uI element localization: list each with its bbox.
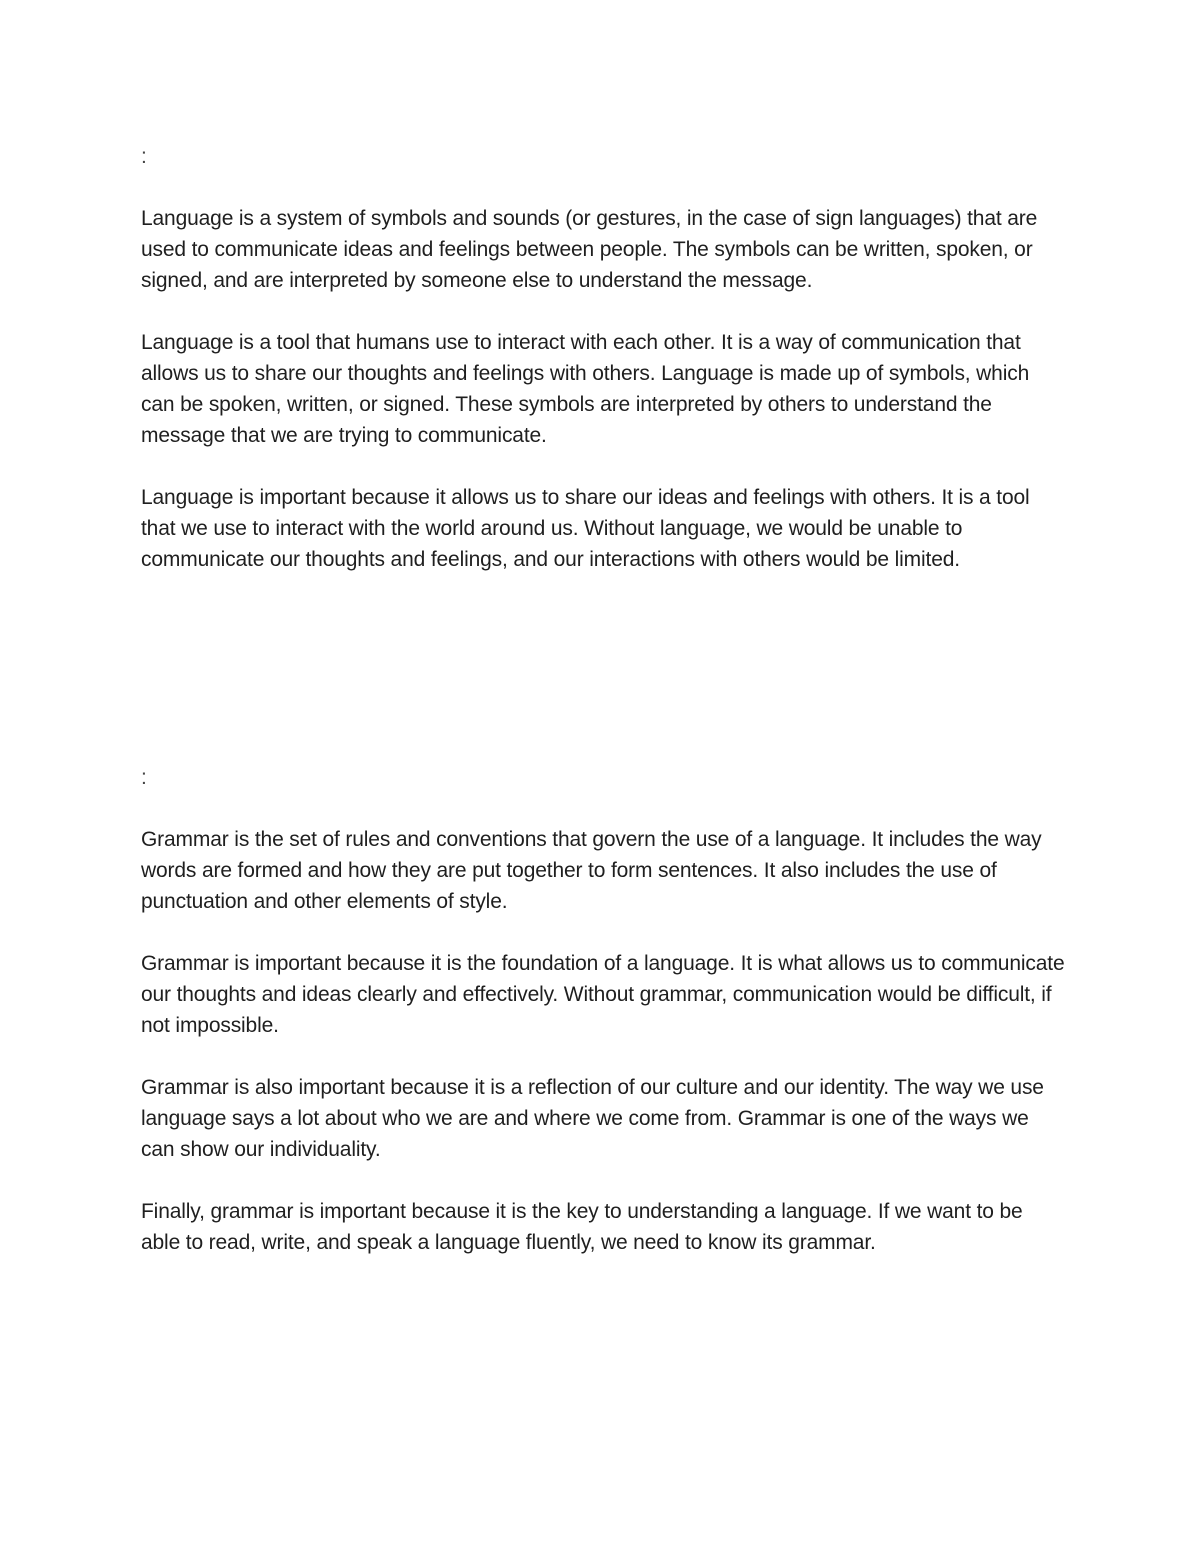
spacer — [141, 296, 1066, 327]
section-language — [141, 141, 1066, 575]
spacer — [141, 917, 1066, 948]
section-grammar — [141, 762, 1066, 1258]
section-heading: : — [141, 766, 147, 789]
paragraph: Language is important because it allows us to share our ideas and feelings with others. It is a tool that we use to interact with the world around us. Without language, we would be unable to communicate our thoughts and feelings, and our interactions with others would be limited. — [141, 486, 1030, 571]
paragraph: Grammar is important because it is the foundation of a language. It is what allows us to communicate our thoughts and ideas clearly and effectively. Without grammar, communication would be difficult, if not impossible. — [141, 952, 1065, 1037]
spacer — [141, 1041, 1066, 1072]
section-heading: : — [141, 145, 147, 168]
spacer — [141, 451, 1066, 482]
paragraph: Grammar is also important because it is a reflection of our culture and our identity. The way we use language says a lot about who we are and where we come from. Grammar is one of the ways we can show our individuality. — [141, 1076, 1044, 1161]
paragraph: Language is a system of symbols and sounds (or gestures, in the case of sign languages) that are used to communicate ideas and feelings between people. The symbols can be written, spoken, or signed, and are interpreted by someone else to understand the message. — [141, 207, 1038, 292]
spacer — [141, 1165, 1066, 1196]
paragraph: Language is a tool that humans use to interact with each other. It is a way of communication that allows us to share our thoughts and feelings with others. Language is made up of symbols, which can be spoken, written, or signed. These symbols are interpreted by others to understand the message that we are trying to communicate. — [141, 331, 1030, 447]
spacer — [141, 172, 1066, 203]
paragraph: Finally, grammar is important because it is the key to understanding a language. If we want to be able to read, write, and speak a language fluently, we need to know its grammar. — [141, 1200, 1023, 1254]
spacer — [141, 793, 1066, 824]
paragraph: Grammar is the set of rules and conventions that govern the use of a language. It includes the way words are formed and how they are put together to form sentences. It also includes the use of punctuation and other elements of style. — [141, 828, 1042, 913]
